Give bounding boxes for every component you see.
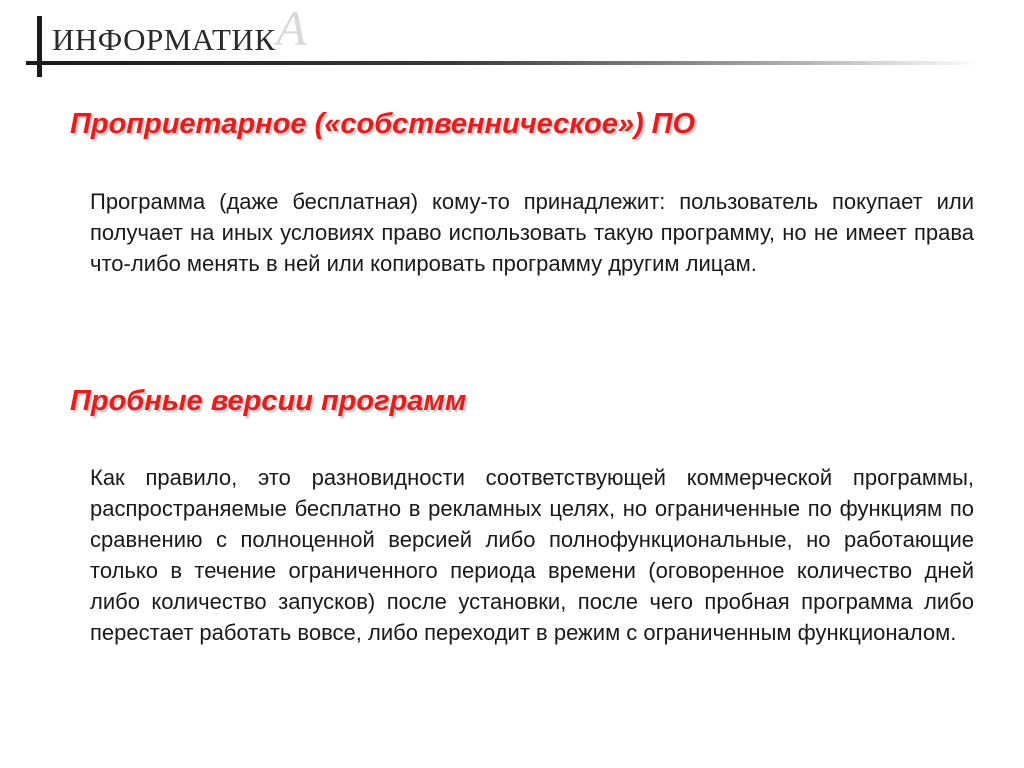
section-paragraph-trial: Как правило, это разновидности соответствующей коммерческой программы, распространяемые бесплатно в рекламных целях, но ограниченные по функциям по сравнению с полноценной версией либо полнофункциональные, но работающие только в течение ограниченного периода времени (оговоренное количество дней либо количество запусков) после установки, после чего пробная программа либо перестает работать вовсе, либо переходит в режим с ограниченным функционалом. xyxy=(90,465,974,645)
logo-vertical-bar xyxy=(37,16,42,77)
section-heading-trial: Пробные версии программ xyxy=(70,385,467,417)
section-paragraph-proprietary: Программа (даже бесплатная) кому-то принадлежит: пользователь покупает или получает на иных условиях право использовать такую программу, но не имеет права что-либо менять в ней или копировать программу другим лицам. xyxy=(90,189,974,276)
logo xyxy=(52,20,276,60)
logo-large-letter: А xyxy=(276,0,307,56)
logo-text: ИНФОРМАТИК xyxy=(52,22,276,57)
section-heading-proprietary: Проприетарное («собственническое») ПО xyxy=(70,108,696,140)
logo-horizontal-rule xyxy=(26,61,980,65)
